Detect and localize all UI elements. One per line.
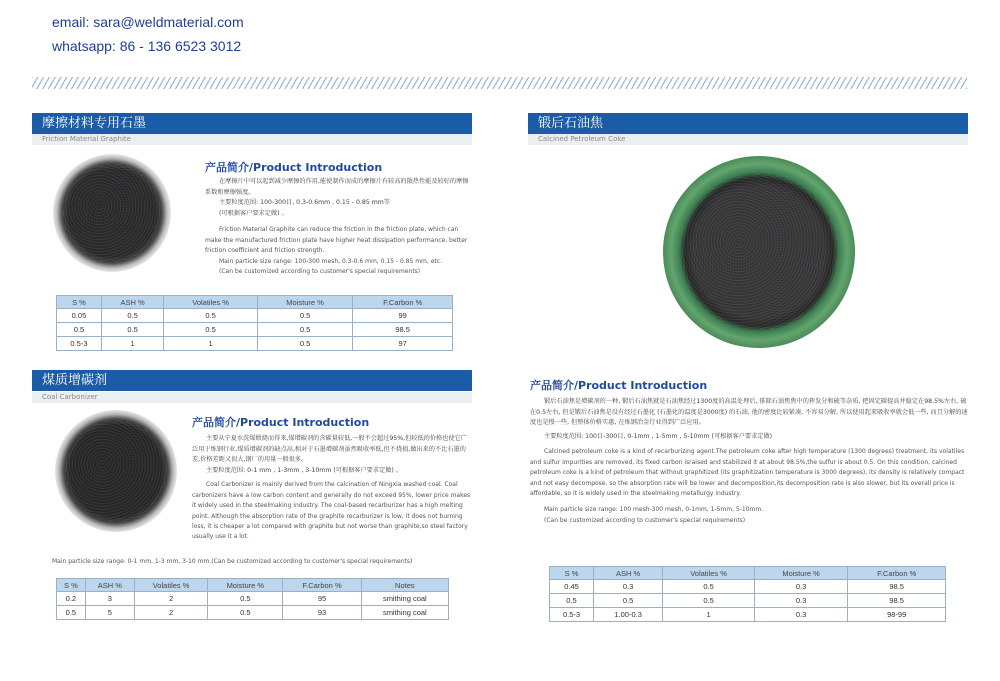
table-row: [57, 592, 449, 606]
table-cell: 0.5: [663, 594, 755, 608]
table-cell: 0.5: [164, 323, 257, 337]
decorative-hatch-divider: [32, 77, 967, 89]
friction-spec-table: [56, 295, 453, 351]
table-cell: 5: [85, 606, 134, 620]
table-cell: 0.5: [257, 309, 353, 323]
section-title-coke: 锻后石油焦: [528, 113, 968, 134]
coke-zh-size: 主要粒度范围: 100目-300目, 0-1mm , 1-5mm , 5-10mm (可根据客户要求定做): [544, 432, 773, 440]
product-intro-title-coal: 产品简介/Product Introduction: [192, 416, 370, 429]
table-cell: 0.5: [208, 592, 283, 606]
table-header: S %: [57, 296, 102, 309]
table-cell: 95: [283, 592, 361, 606]
table-cell: smithing coal: [361, 606, 448, 620]
table-row: [57, 337, 453, 351]
table-cell: 0.5: [550, 594, 594, 608]
product-intro-title-friction: 产品简介/Product Introduction: [205, 161, 383, 174]
table-cell: 0.5-3: [57, 337, 102, 351]
table-header: ASH %: [593, 567, 662, 580]
table-cell: 97: [353, 337, 453, 351]
table-header: F.Carbon %: [353, 296, 453, 309]
table-cell: 0.5: [208, 606, 283, 620]
table-header: S %: [57, 579, 86, 592]
table-cell: 2: [134, 592, 207, 606]
table-cell: 0.5: [57, 606, 86, 620]
friction-zh-size: 主要粒度范围: 100-300目, 0.3-0.6mm , 0.15 - 0.85 mm等: [219, 199, 390, 207]
friction-zh-paragraph: 在摩擦片中可以起到减少摩擦的作用,能使制作而成的摩擦片有较高的散热性能及较好的摩擦系数和摩擦强度。: [205, 178, 469, 196]
table-header: Notes: [361, 579, 448, 592]
coal-en-size: Main particle size range: 0-1 mm, 1-3 mm, 3-10 mm.(Can be customized according to customer's special requirements): [52, 558, 413, 565]
table-cell: smithing coal: [361, 592, 448, 606]
table-cell: 0.5: [101, 309, 163, 323]
table-cell: 1: [164, 337, 257, 351]
friction-en-custom: (Can be customized according to customer's special requirements): [219, 268, 421, 275]
table-row: [550, 608, 946, 622]
table-header: ASH %: [85, 579, 134, 592]
contact-email: email: sara@weldmaterial.com: [52, 14, 244, 30]
coke-en-paragraph: Calcined petroleum coke is a kind of recarburizing agent.The petroleum coke after high temperature (1300 degrees) treatment, its volatiles and sulfur impurities are removed, its fixed carbon israised and stabilized it at about 98.5%,the sulfur is about 0.5. On this condition, calcined petroleum coke is a kind of petroleum that without graphitized (its graphitization temperature is 3000 degrees), its density is relatively compact and not easy decompose, so the absorption rate will be lower and decomposition,its decomposition rate is also slower, but its overall price is affordable, so it is widely used in the steelmaking metallurgy industry.: [530, 448, 965, 497]
table-cell: 2: [134, 606, 207, 620]
table-header: Volatiles %: [164, 296, 257, 309]
table-cell: 0.45: [550, 580, 594, 594]
table-header: F.Carbon %: [283, 579, 361, 592]
table-cell: 0.3: [754, 594, 848, 608]
coke-en-custom: (Can be customized according to customer's special requirements): [544, 516, 746, 524]
table-header: Moisture %: [754, 567, 848, 580]
section-title-coal: 煤质增碳剂: [32, 370, 472, 391]
table-cell: 0.2: [57, 592, 86, 606]
section-title-friction: 摩擦材料专用石墨: [32, 113, 472, 134]
friction-en-paragraph: Friction Material Graphite can reduce the friction in the friction plate, which can make the manufactured friction plate have higher heat dissipation performance, better friction coefficient and friction strength.: [205, 226, 468, 255]
table-header: Volatiles %: [663, 567, 755, 580]
table-cell: 0.5: [57, 323, 102, 337]
table-cell: 1.00-0.3: [593, 608, 662, 622]
table-header: Moisture %: [257, 296, 353, 309]
coke-en-size: Main particle size range: 100 mesh-300 mesh, 0-1mm, 1-5mm, 5-10mm.: [544, 506, 764, 514]
table-cell: 93: [283, 606, 361, 620]
coal-en-paragraph: Coal Carbonizer is mainly derived from the calcination of Ningxia washed coal. Coal carbonizers have a low carbon content and generally do not exceed 95%, lower price makes it widely used in the steelmaking industry. The coal-based recarburizer has a high melting point. Although the absorption rate of the graphite recarburizer is low, it does not burning loss, it is cheaper a lot compared with graphite but not worse than graphite,so steel factory usually use it a lot.: [192, 481, 471, 541]
calcined-coke-photo: [663, 156, 855, 348]
coal-carbonizer-photo: [55, 410, 177, 532]
coke-spec-table: [549, 566, 946, 622]
coal-zh-size: 主要粒度范围: 0-1 mm , 1-3mm , 3-10mm (可根据客户要求定做) 。: [206, 466, 402, 474]
coal-description: [192, 434, 473, 543]
table-cell: 0.5: [257, 323, 353, 337]
coal-zh-paragraph: 主要从宁夏水洗煤煅烧而得来,煤增碳剂的含碳量较低,一般不会超过95%,但较低的价格也使它广泛用于炼钢行业,煤质增碳剂的缺点高,相对于石墨增碳剂虽然吸收率低,但不烧损,做出来的不比石墨的差,价格差距又很大,钢厂的用量一般很多。: [192, 435, 467, 464]
table-header: F.Carbon %: [848, 567, 946, 580]
table-header: ASH %: [101, 296, 163, 309]
table-cell: 0.5: [257, 337, 353, 351]
table-cell: 98.5: [353, 323, 453, 337]
section-subtitle-coke: Calcined Petroleum Coke: [528, 134, 968, 145]
table-row: [57, 606, 449, 620]
table-header: Moisture %: [208, 579, 283, 592]
table-header: Volatiles %: [134, 579, 207, 592]
friction-description: [205, 177, 473, 277]
section-subtitle-coal: Coal Carbonizer: [32, 392, 472, 403]
table-row: [550, 594, 946, 608]
contact-whatsapp: whatsapp: 86 - 136 6523 3012: [52, 38, 242, 54]
section-subtitle-friction: Friction Material Graphite: [32, 134, 472, 145]
table-cell: 0.3: [754, 580, 848, 594]
table-cell: 0.05: [57, 309, 102, 323]
product-intro-title-coke: 产品简介/Product Introduction: [530, 379, 708, 392]
table-cell: 0.5: [164, 309, 257, 323]
coke-zh-paragraph: 锻后石油焦是增碳剂的一种, 锻后石油焦就是石油焦经过1300度的高温处理后, 排除石油焦焦中的挥发分和硫等杂质, 把固定碳提高并稳定在98.5%左右, 硫在0.5左右, 但是锻后石油焦是没有经过石墨化 (石墨化的温度是3000度) 的石油, 他的密度比较紧凑, 不容易分解, 所以使用起来吸收率就会低一些, 而且分解的速度也是慢一些, 但整体价格实惠, 在炼钢冶金行业得到广泛应用。: [530, 398, 968, 427]
table-row: [57, 323, 453, 337]
table-cell: 0.3: [754, 608, 848, 622]
table-cell: 98.5: [848, 594, 946, 608]
friction-zh-custom: (可根据客户要求定做) 。: [219, 209, 288, 217]
friction-graphite-photo: [53, 154, 171, 272]
table-cell: 0.3: [593, 580, 662, 594]
table-cell: 0.5: [663, 580, 755, 594]
friction-en-size: Main particle size range: 100-300 mesh, 0.3-0.6 mm, 0.15 - 0.85 mm, etc.: [219, 257, 442, 265]
table-row: [57, 309, 453, 323]
coal-spec-table: [56, 578, 449, 620]
table-cell: 98.5: [848, 580, 946, 594]
table-cell: 0.5-3: [550, 608, 594, 622]
table-cell: 1: [101, 337, 163, 351]
table-header: S %: [550, 567, 594, 580]
table-row: [550, 580, 946, 594]
table-cell: 1: [663, 608, 755, 622]
table-cell: 0.5: [593, 594, 662, 608]
table-cell: 99: [353, 309, 453, 323]
table-cell: 0.5: [101, 323, 163, 337]
coke-description: [530, 397, 968, 526]
table-cell: 3: [85, 592, 134, 606]
table-cell: 98-99: [848, 608, 946, 622]
